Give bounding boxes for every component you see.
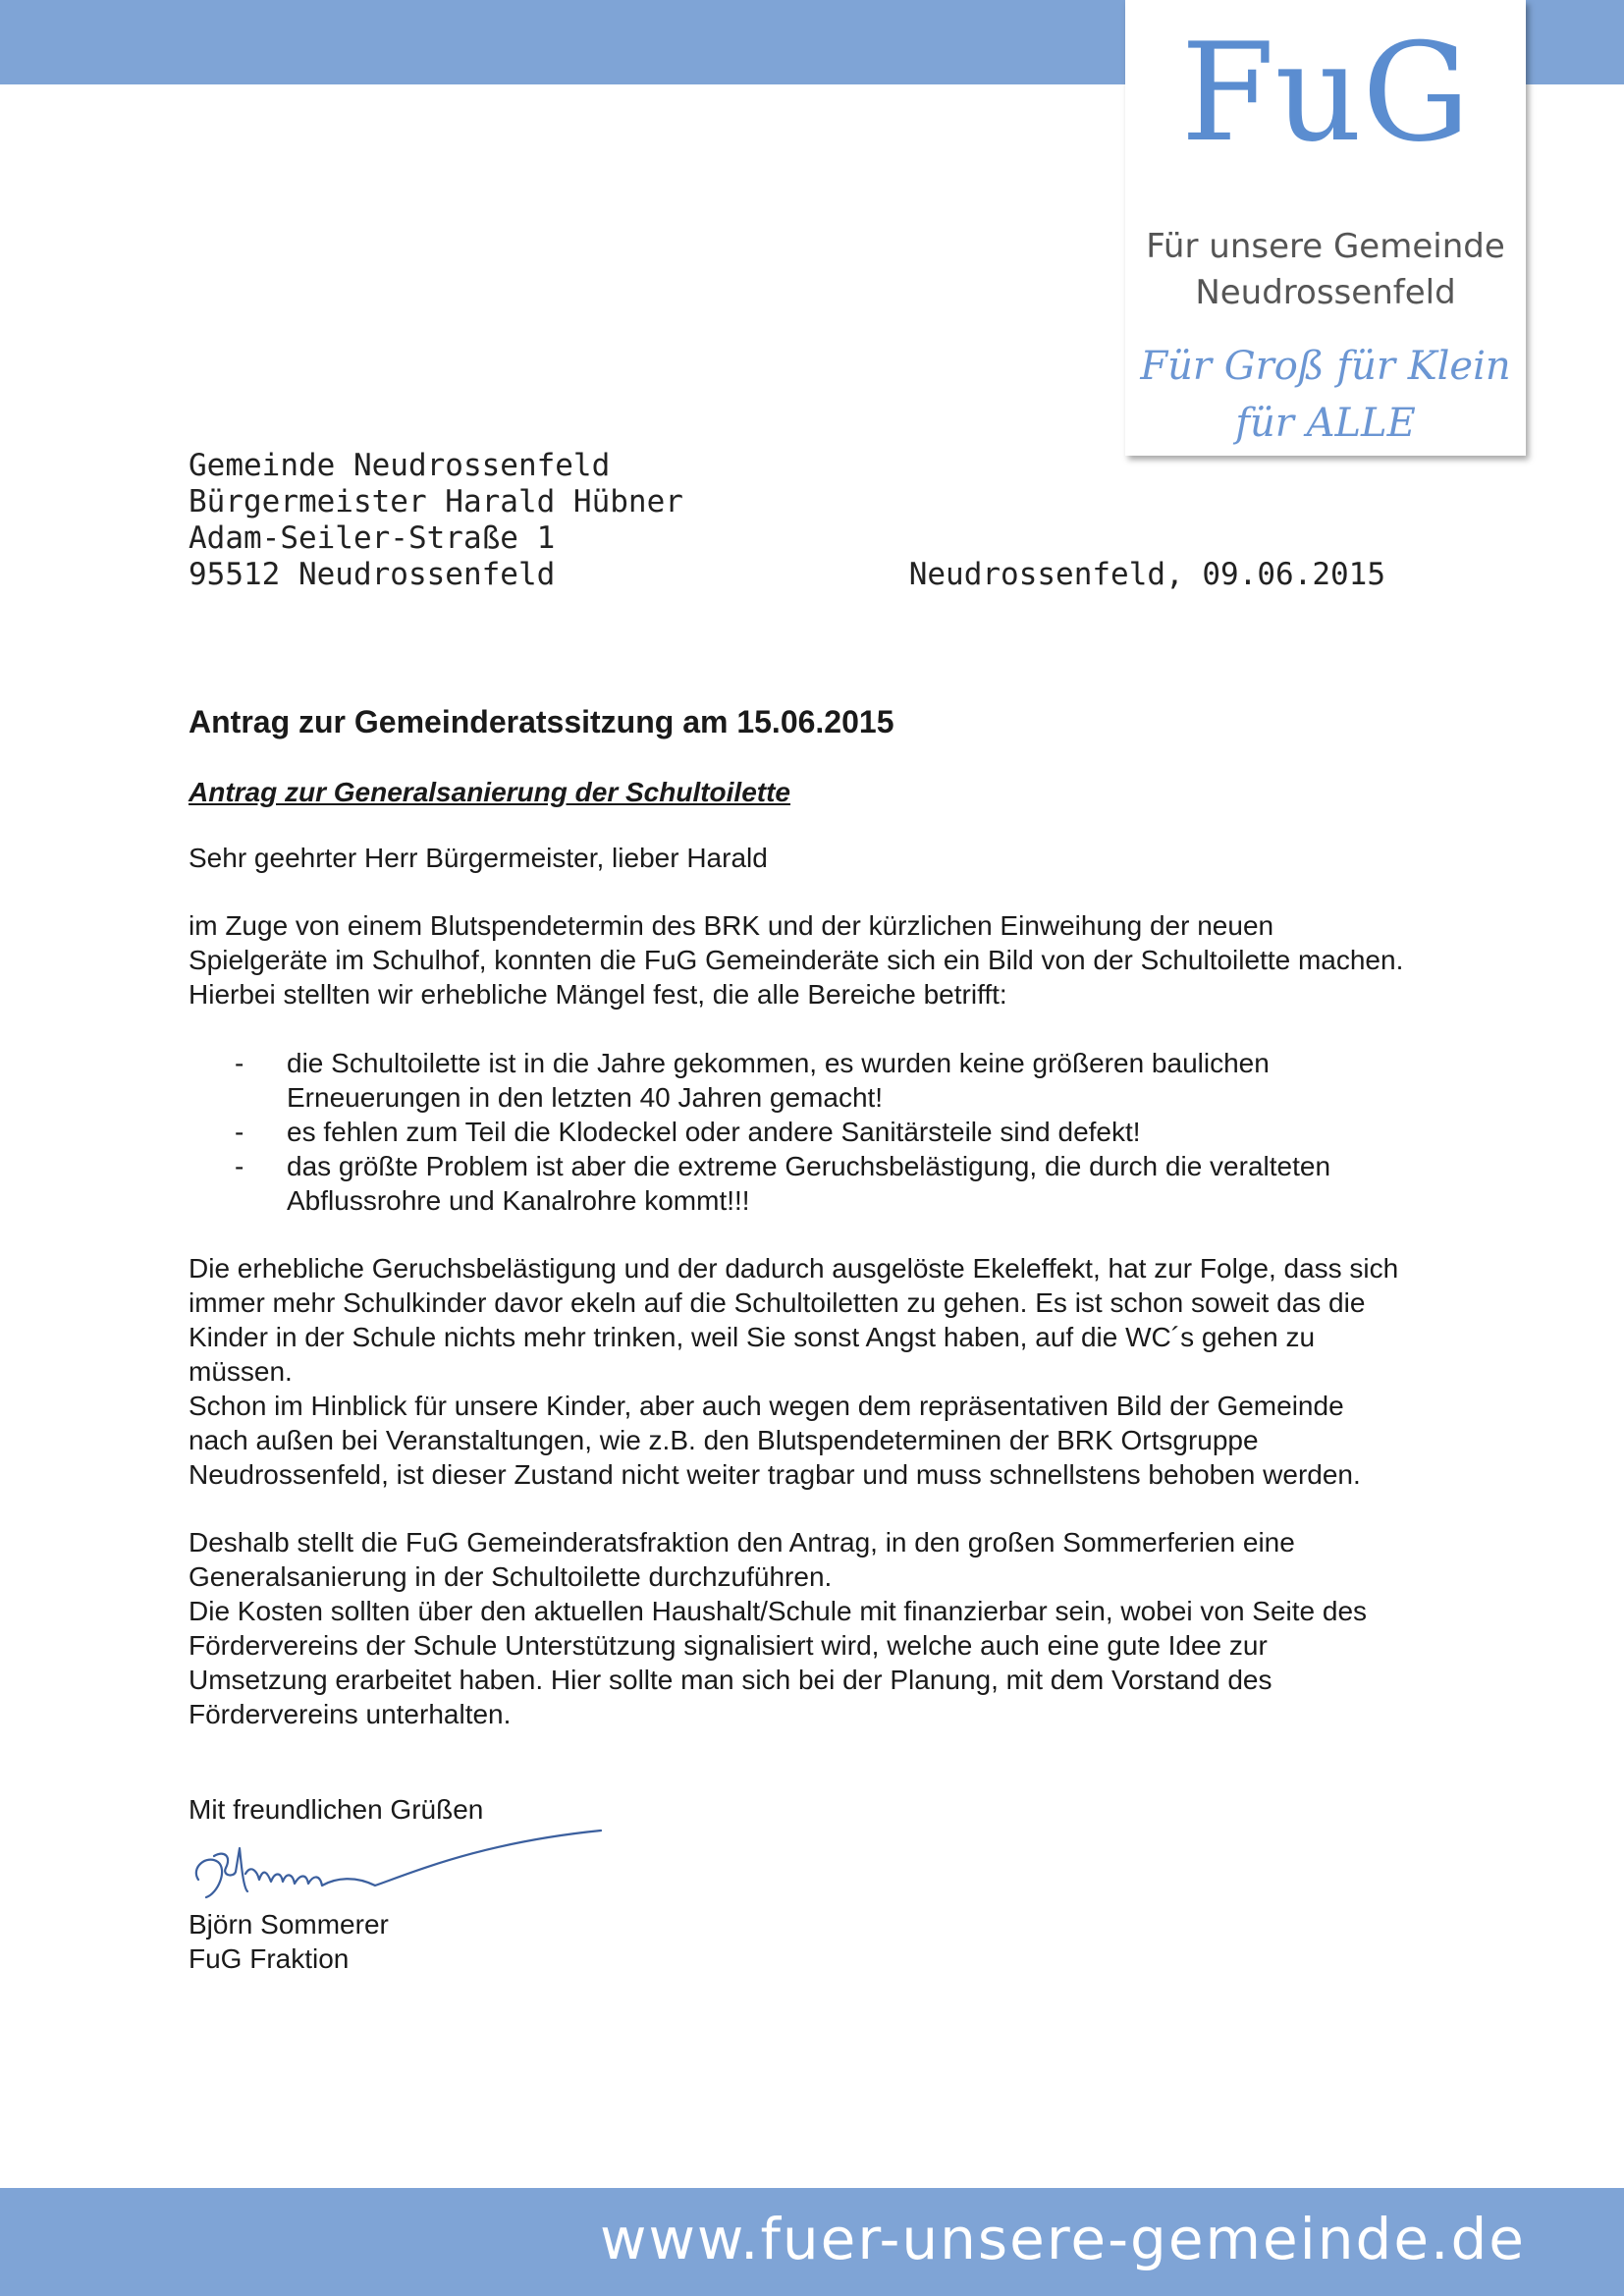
salutation: Sehr geehrter Herr Bürgermeister, lieber Harald: [189, 843, 768, 873]
address-line: Adam-Seiler-Straße 1: [189, 520, 556, 556]
address-line: 95512 Neudrossenfeld: [189, 557, 556, 592]
closing: Mit freundlichen Grüßen: [189, 1794, 484, 1825]
logo-wordmark: FuG: [1180, 14, 1471, 172]
address-line: Bürgermeister Harald Hübner: [189, 484, 683, 519]
logo-slogan-line: für ALLE: [1235, 401, 1416, 446]
signature-image: [189, 1829, 660, 1907]
logo-subtitle-line: Neudrossenfeld: [1195, 273, 1456, 312]
footer-url: www.fuer-unsere-gemeinde.de: [600, 2206, 1526, 2272]
list-item: - die Schultoilette ist in die Jahre gekommen, es wurden keine größeren baulichen Erneuerungen in den letzten 40 Jahren gemacht!: [189, 1046, 1406, 1115]
address-line: Gemeinde Neudrossenfeld: [189, 448, 611, 483]
letter-title: Antrag zur Gemeinderatssitzung am 15.06.2015: [189, 704, 894, 739]
list-item: - es fehlen zum Teil die Klodeckel oder andere Sanitärsteile sind defekt!: [189, 1115, 1406, 1149]
body-paragraph: Die erhebliche Geruchsbelästigung und der dadurch ausgelöste Ekeleffekt, hat zur Folge, dass sich immer mehr Schulkinder davor ekeln auf die Schultoiletten zu gehen. Es ist schon soweit das die Kinder in der Schule nichts mehr trinken, weil Sie sonst Angst haben, auf die WC´s gehen zu müssen.: [189, 1253, 1399, 1387]
body-paragraph: Deshalb stellt die FuG Gemeinderatsfraktion den Antrag, in den großen Sommerferien eine Generalsanierung in der Schultoilette durchzuführen.: [189, 1527, 1295, 1592]
letter-body: [189, 687, 1406, 1976]
logo-slogan-line: Für Groß für Klein: [1140, 344, 1511, 389]
letter-subtitle: Antrag zur Generalsanierung der Schultoilette: [189, 777, 791, 807]
logo-card: [1125, 0, 1526, 456]
place-date: Neudrossenfeld, 09.06.2015: [908, 557, 1385, 592]
sender-org: FuG Fraktion: [189, 1943, 350, 1974]
list-item: - das größte Problem ist aber die extreme Geruchsbelästigung, die durch die veralteten Abflussrohre und Kanalrohre kommt!!!: [189, 1149, 1406, 1218]
logo-subtitle-line: Für unsere Gemeinde: [1146, 227, 1505, 266]
intro-paragraph: im Zuge von einem Blutspendetermin des BRK und der kürzlichen Einweihung der neuen Spielgeräte im Schulhof, konnten die FuG Gemeinderäte sich ein Bild von der Schultoilette machen. Hierbei stellten wir erhebliche Mängel fest, die alle Bereiche betrifft:: [189, 910, 1404, 1010]
logo-subtitle: [1125, 224, 1526, 316]
defect-list: [189, 1046, 1406, 1218]
logo-slogan: [1125, 338, 1526, 452]
body-paragraph: Schon im Hinblick für unsere Kinder, aber auch wegen dem repräsentativen Bild der Gemeinde nach außen bei Veranstaltungen, wie z.B. den Blutspendeterminen der BRK Ortsgruppe Neudrossenfeld, ist dieser Zustand nicht weiter tragbar und muss schnellstens behoben werden.: [189, 1391, 1361, 1490]
sender-name: Björn Sommerer: [189, 1909, 389, 1940]
body-paragraph: Die Kosten sollten über den aktuellen Haushalt/Schule mit finanzierbar sein, wobei von Seite des Fördervereins der Schule Unterstützung signalisiert wird, welche auch eine gute Idee zur Umsetzung erarbeitet haben. Hier sollte man sich bei der Planung, mit dem Vorstand des Fördervereins unterhalten.: [189, 1596, 1368, 1729]
recipient-address: [189, 448, 683, 593]
